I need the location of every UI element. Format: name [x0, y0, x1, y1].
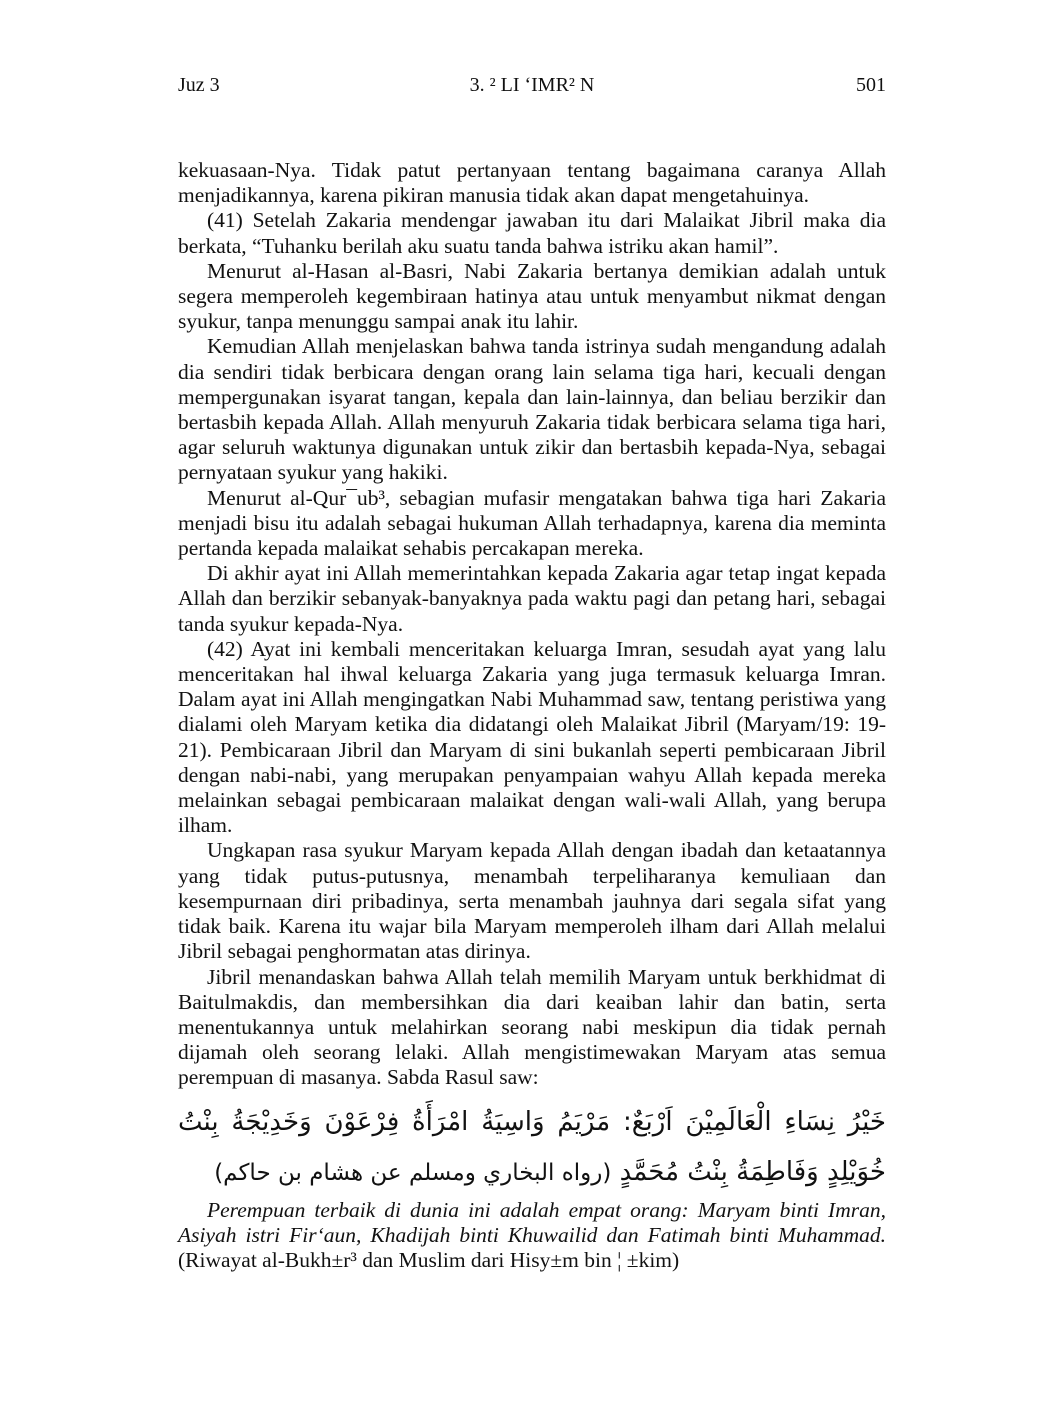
paragraph: Ungkapan rasa syukur Maryam kepada Allah dengan ibadah dan ketaatannya yang tidak putus-putusnya, menambah terpeliharanya kemuliaan dan kesempurnaan diri pribadinya, serta menambah jauhnya dari segala sifat yang tidak baik. Karena itu wajar bila Maryam memperoleh ilham dari Allah melalui Jibril sebagai penghormatan atas dirinya. — [178, 838, 886, 964]
paragraph: Di akhir ayat ini Allah memerintahkan kepada Zakaria agar tetap ingat kepada Allah dan berzikir sebanyak-banyaknya pada waktu pagi dan petang hari, sebagai tanda syukur kepada-Nya. — [178, 561, 886, 636]
hadith-translation-text: Perempuan terbaik di dunia ini adalah empat orang: Maryam binti Imran, Asiyah istri Fir‘aun, Khadijah binti Khuwailid dan Fatimah binti Muhammad. — [178, 1197, 886, 1247]
hadith-arabic — [178, 1097, 886, 1198]
hadith-translation-source: (Riwayat al-Bukh±r³ dan Muslim dari Hisy±m bin ¦ ±kim) — [178, 1247, 680, 1272]
paragraph: Kemudian Allah menjelaskan bahwa tanda istrinya sudah mengandung adalah dia sendiri tidak berbicara dengan orang lain selama tiga hari, kecuali dengan mempergunakan isyarat tangan, kepala dan lain-lainnya, dan beliau berzikir dan bertasbih kepada Allah. Allah menyuruh Zakaria tidak berbicara selama tiga hari, agar seluruh waktunya digunakan untuk zikir dan bertasbih kepada-Nya, sebagai pernyataan syukur yang hakiki. — [178, 334, 886, 485]
paragraph: Jibril menandaskan bahwa Allah telah memilih Maryam untuk berkhidmat di Baitulmakdis, dan membersihkan dia dari keaiban lahir dan batin, serta menentukannya untuk melahirkan seorang nabi meskipun dia tidak pernah dijamah oleh seorang lelaki. Allah mengistimewakan Maryam atas semua perempuan di masanya. Sabda Rasul saw: — [178, 964, 886, 1090]
paragraph: (42) Ayat ini kembali menceritakan keluarga Imran, sesudah ayat yang lalu menceritakan hal ihwal keluarga Zakaria yang juga termasuk keluarga Imran. Dalam ayat ini Allah mengingatkan Nabi Muhammad saw, tentang peristiwa yang dialami oleh Maryam ketika dia didatangi oleh Malaikat Jibril (Maryam/19: 19-21). Pembicaraan Jibril dan Maryam di sini bukanlah seperti pembicaraan Jibril dengan nabi-nabi, yang merupakan penyampaian wahyu Allah kepada mereka melainkan sebagai pembicaraan malaikat dengan wali-wali Allah, yang berupa ilham. — [178, 636, 886, 838]
paragraph: Menurut al-Hasan al-Basri, Nabi Zakaria bertanya demikian adalah untuk segera memperoleh kegembiraan hatinya atau untuk menyambut nikmat dengan syukur, tanpa menunggu sampai anak itu lahir. — [178, 258, 886, 334]
hadith-arabic-source: (رواه البخاري ومسلم عن هشام بن حاكم) — [214, 1159, 612, 1186]
hadith-arabic-text: خَيْرُ نِسَاءِ الْعَالَمِيْنَ اَرْبَعٌ: مَرْيَمُ وَاسِيَةُ امْرَأَةُ فِرْعَوْنَ وَخَدِيْجَةُ بِنْتُ خُوَيْلِدٍ وَفَاطِمَةُ بِنْتُ مُحَمَّدٍ — [178, 1106, 886, 1187]
surah-title: 3. ² LI ‘IMR² N — [469, 74, 595, 96]
paragraph: kekuasaan-Nya. Tidak patut pertanyaan tentang bagaimana caranya Allah menjadikannya, karena pikiran manusia tidak akan dapat mengetahuinya. — [178, 158, 886, 208]
paragraph: (41) Setelah Zakaria mendengar jawaban itu dari Malaikat Jibril maka dia berkata, “Tuhanku berilah aku suatu tanda bahwa istriku akan hamil”. — [178, 208, 886, 258]
page-number: 501 — [856, 74, 886, 96]
juz-label: Juz 3 — [178, 74, 220, 96]
body-text — [178, 158, 886, 1273]
hadith-translation — [178, 1198, 886, 1274]
paragraph: Menurut al-Qur¯ub³, sebagian mufasir mengatakan bahwa tiga hari Zakaria menjadi bisu itu adalah sebagai hukuman Allah terhadapnya, karena dia meminta pertanda kepada malaikat sehabis percakapan mereka. — [178, 485, 886, 561]
page-header — [178, 70, 886, 100]
